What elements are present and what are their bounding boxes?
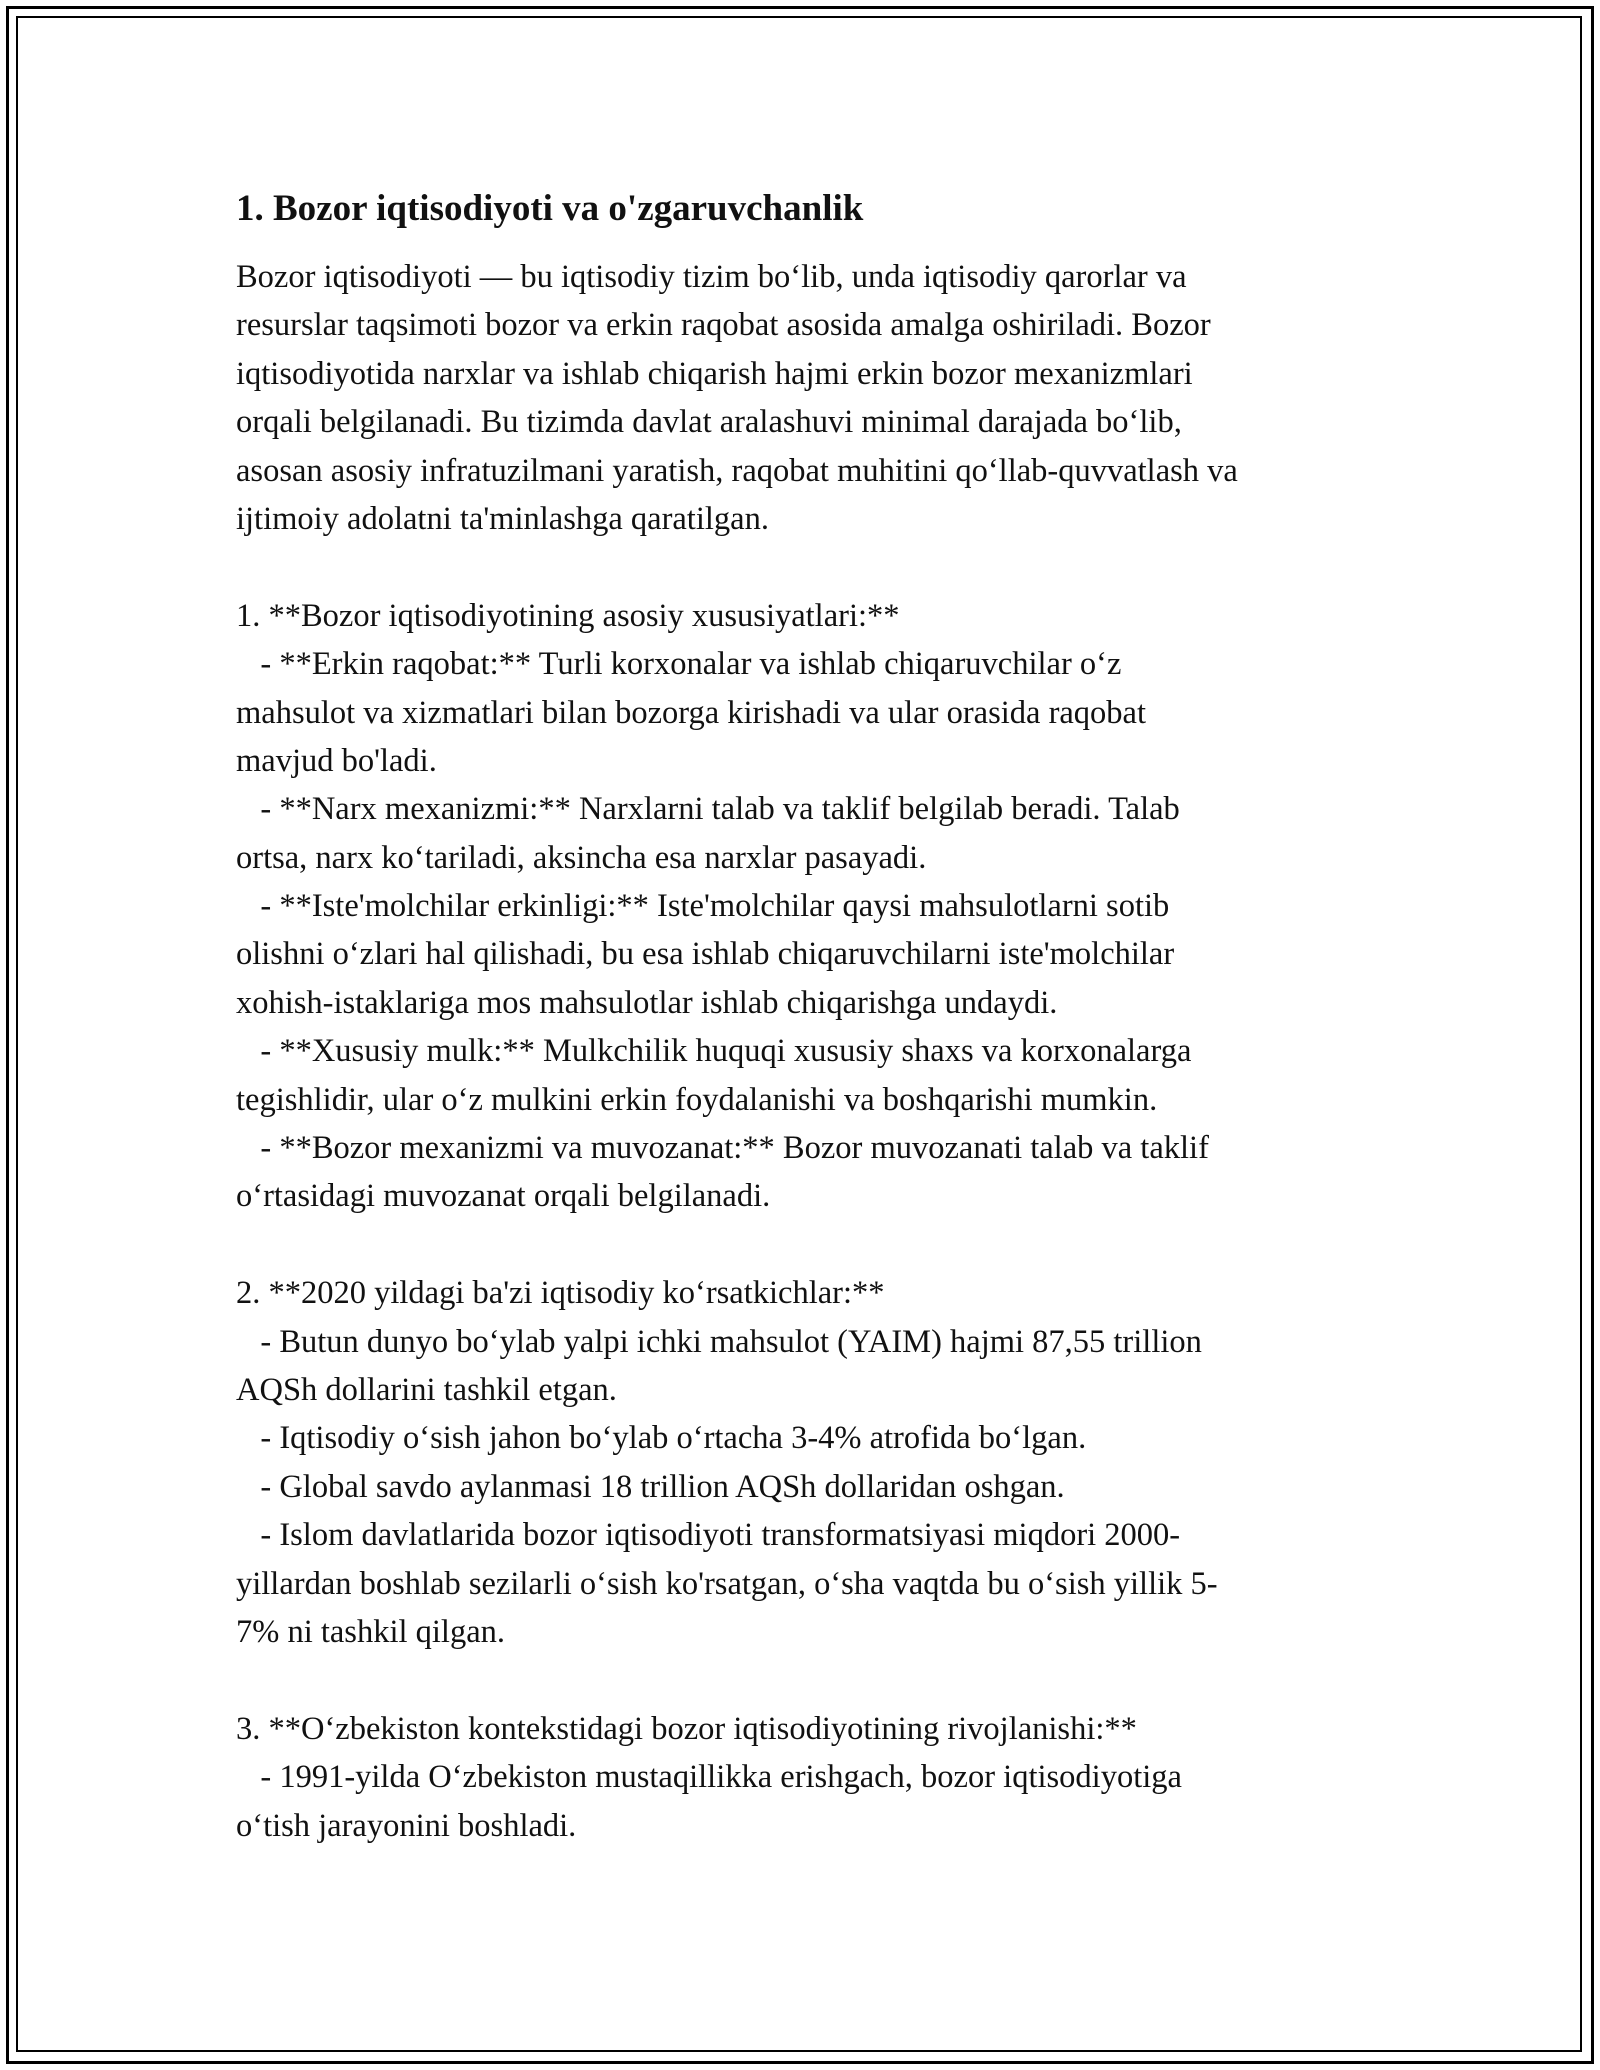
text-line: 7% ni tashkil qilgan. <box>236 1613 505 1650</box>
document-heading: 1. Bozor iqtisodiyoti va o'zgaruvchanlik <box>236 188 864 229</box>
paragraph-spacer <box>236 543 1386 591</box>
list-item-line: - Islom davlatlarida bozor iqtisodiyoti transformatsiyasi miqdori 2000- <box>236 1517 1181 1554</box>
text-line: o‘tish jarayonini boshladi. <box>236 1807 577 1844</box>
section-title: 1. **Bozor iqtisodiyotining asosiy xususiyatlari:** <box>236 597 900 634</box>
text-line: Bozor iqtisodiyoti — bu iqtisodiy tizim bo‘lib, unda iqtisodiy qarorlar va <box>236 259 1187 295</box>
document-body <box>236 185 1386 1850</box>
text-line: yillardan boshlab sezilarli o‘sish ko'rsatgan, o‘sha vaqtda bu o‘sish yillik 5- <box>236 1565 1218 1602</box>
list-item-line: - **Erkin raqobat:** Turli korxonalar va ishlab chiqaruvchilar o‘z <box>236 646 1122 683</box>
text-line: iqtisodiyotida narxlar va ishlab chiqarish hajmi erkin bozor mexanizmlari <box>236 355 1193 392</box>
text-line: ijtimoiy adolatni ta'minlashga qaratilgan. <box>236 500 769 537</box>
section-title: 2. **2020 yildagi ba'zi iqtisodiy ko‘rsatkichlar:** <box>236 1275 885 1312</box>
section-title: 3. **O‘zbekiston kontekstidagi bozor iqtisodiyotining rivojlanishi:** <box>236 1710 1137 1747</box>
paragraph-spacer <box>236 1656 1386 1704</box>
list-item-line: - **Xususiy mulk:** Mulkchilik huquqi xususiy shaxs va korxonalarga <box>236 1033 1192 1070</box>
section-1-features <box>236 592 1386 1221</box>
text-line: AQSh dollarini tashkil etgan. <box>236 1371 617 1408</box>
intro-paragraph <box>236 253 1386 543</box>
list-item-line: - 1991-yilda O‘zbekiston mustaqillikka erishgach, bozor iqtisodiyotiga <box>236 1759 1182 1796</box>
paragraph-spacer <box>236 1221 1386 1269</box>
list-item-line: - **Narx mexanizmi:** Narxlarni talab va taklif belgilab beradi. Talab <box>236 791 1180 828</box>
text-line: o‘rtasidagi muvozanat orqali belgilanadi. <box>236 1178 771 1215</box>
section-3-uzbekistan <box>236 1705 1386 1850</box>
text-line: orqali belgilanadi. Bu tizimda davlat aralashuvi minimal darajada bo‘lib, <box>236 404 1182 441</box>
list-item-line: - **Iste'molchilar erkinligi:** Iste'molchilar qaysi mahsulotlarni sotib <box>236 888 1170 925</box>
text-line: xohish-istaklariga mos mahsulotlar ishlab chiqarishga undaydi. <box>236 984 1058 1021</box>
text-line: ortsa, narx ko‘tariladi, aksincha esa narxlar pasayadi. <box>236 839 927 876</box>
section-2-indicators <box>236 1269 1386 1656</box>
text-line: asosan asosiy infratuzilmani yaratish, raqobat muhitini qo‘llab-quvvatlash va <box>236 452 1238 489</box>
text-line: tegishlidir, ular o‘z mulkini erkin foydalanishi va boshqarishi mumkin. <box>236 1081 1158 1118</box>
text-line: mahsulot va xizmatlari bilan bozorga kirishadi va ular orasida raqobat <box>236 694 1147 731</box>
list-item-line: - **Bozor mexanizmi va muvozanat:** Bozor muvozanati talab va taklif <box>236 1130 1209 1167</box>
text-line: mavjud bo'ladi. <box>236 742 437 779</box>
list-item-line: - Iqtisodiy o‘sish jahon bo‘ylab o‘rtacha 3-4% atrofida bo‘lgan. <box>236 1420 1087 1457</box>
list-item-line: - Butun dunyo bo‘ylab yalpi ichki mahsulot (YAIM) hajmi 87,55 trillion <box>236 1323 1202 1360</box>
list-item-line: - Global savdo aylanmasi 18 trillion AQSh dollaridan oshgan. <box>236 1468 1065 1505</box>
text-line: resurslar taqsimoti bozor va erkin raqobat asosida amalga oshiriladi. Bozor <box>236 307 1211 344</box>
text-line: olishni o‘zlari hal qilishadi, bu esa ishlab chiqaruvchilarni iste'molchilar <box>236 936 1175 973</box>
